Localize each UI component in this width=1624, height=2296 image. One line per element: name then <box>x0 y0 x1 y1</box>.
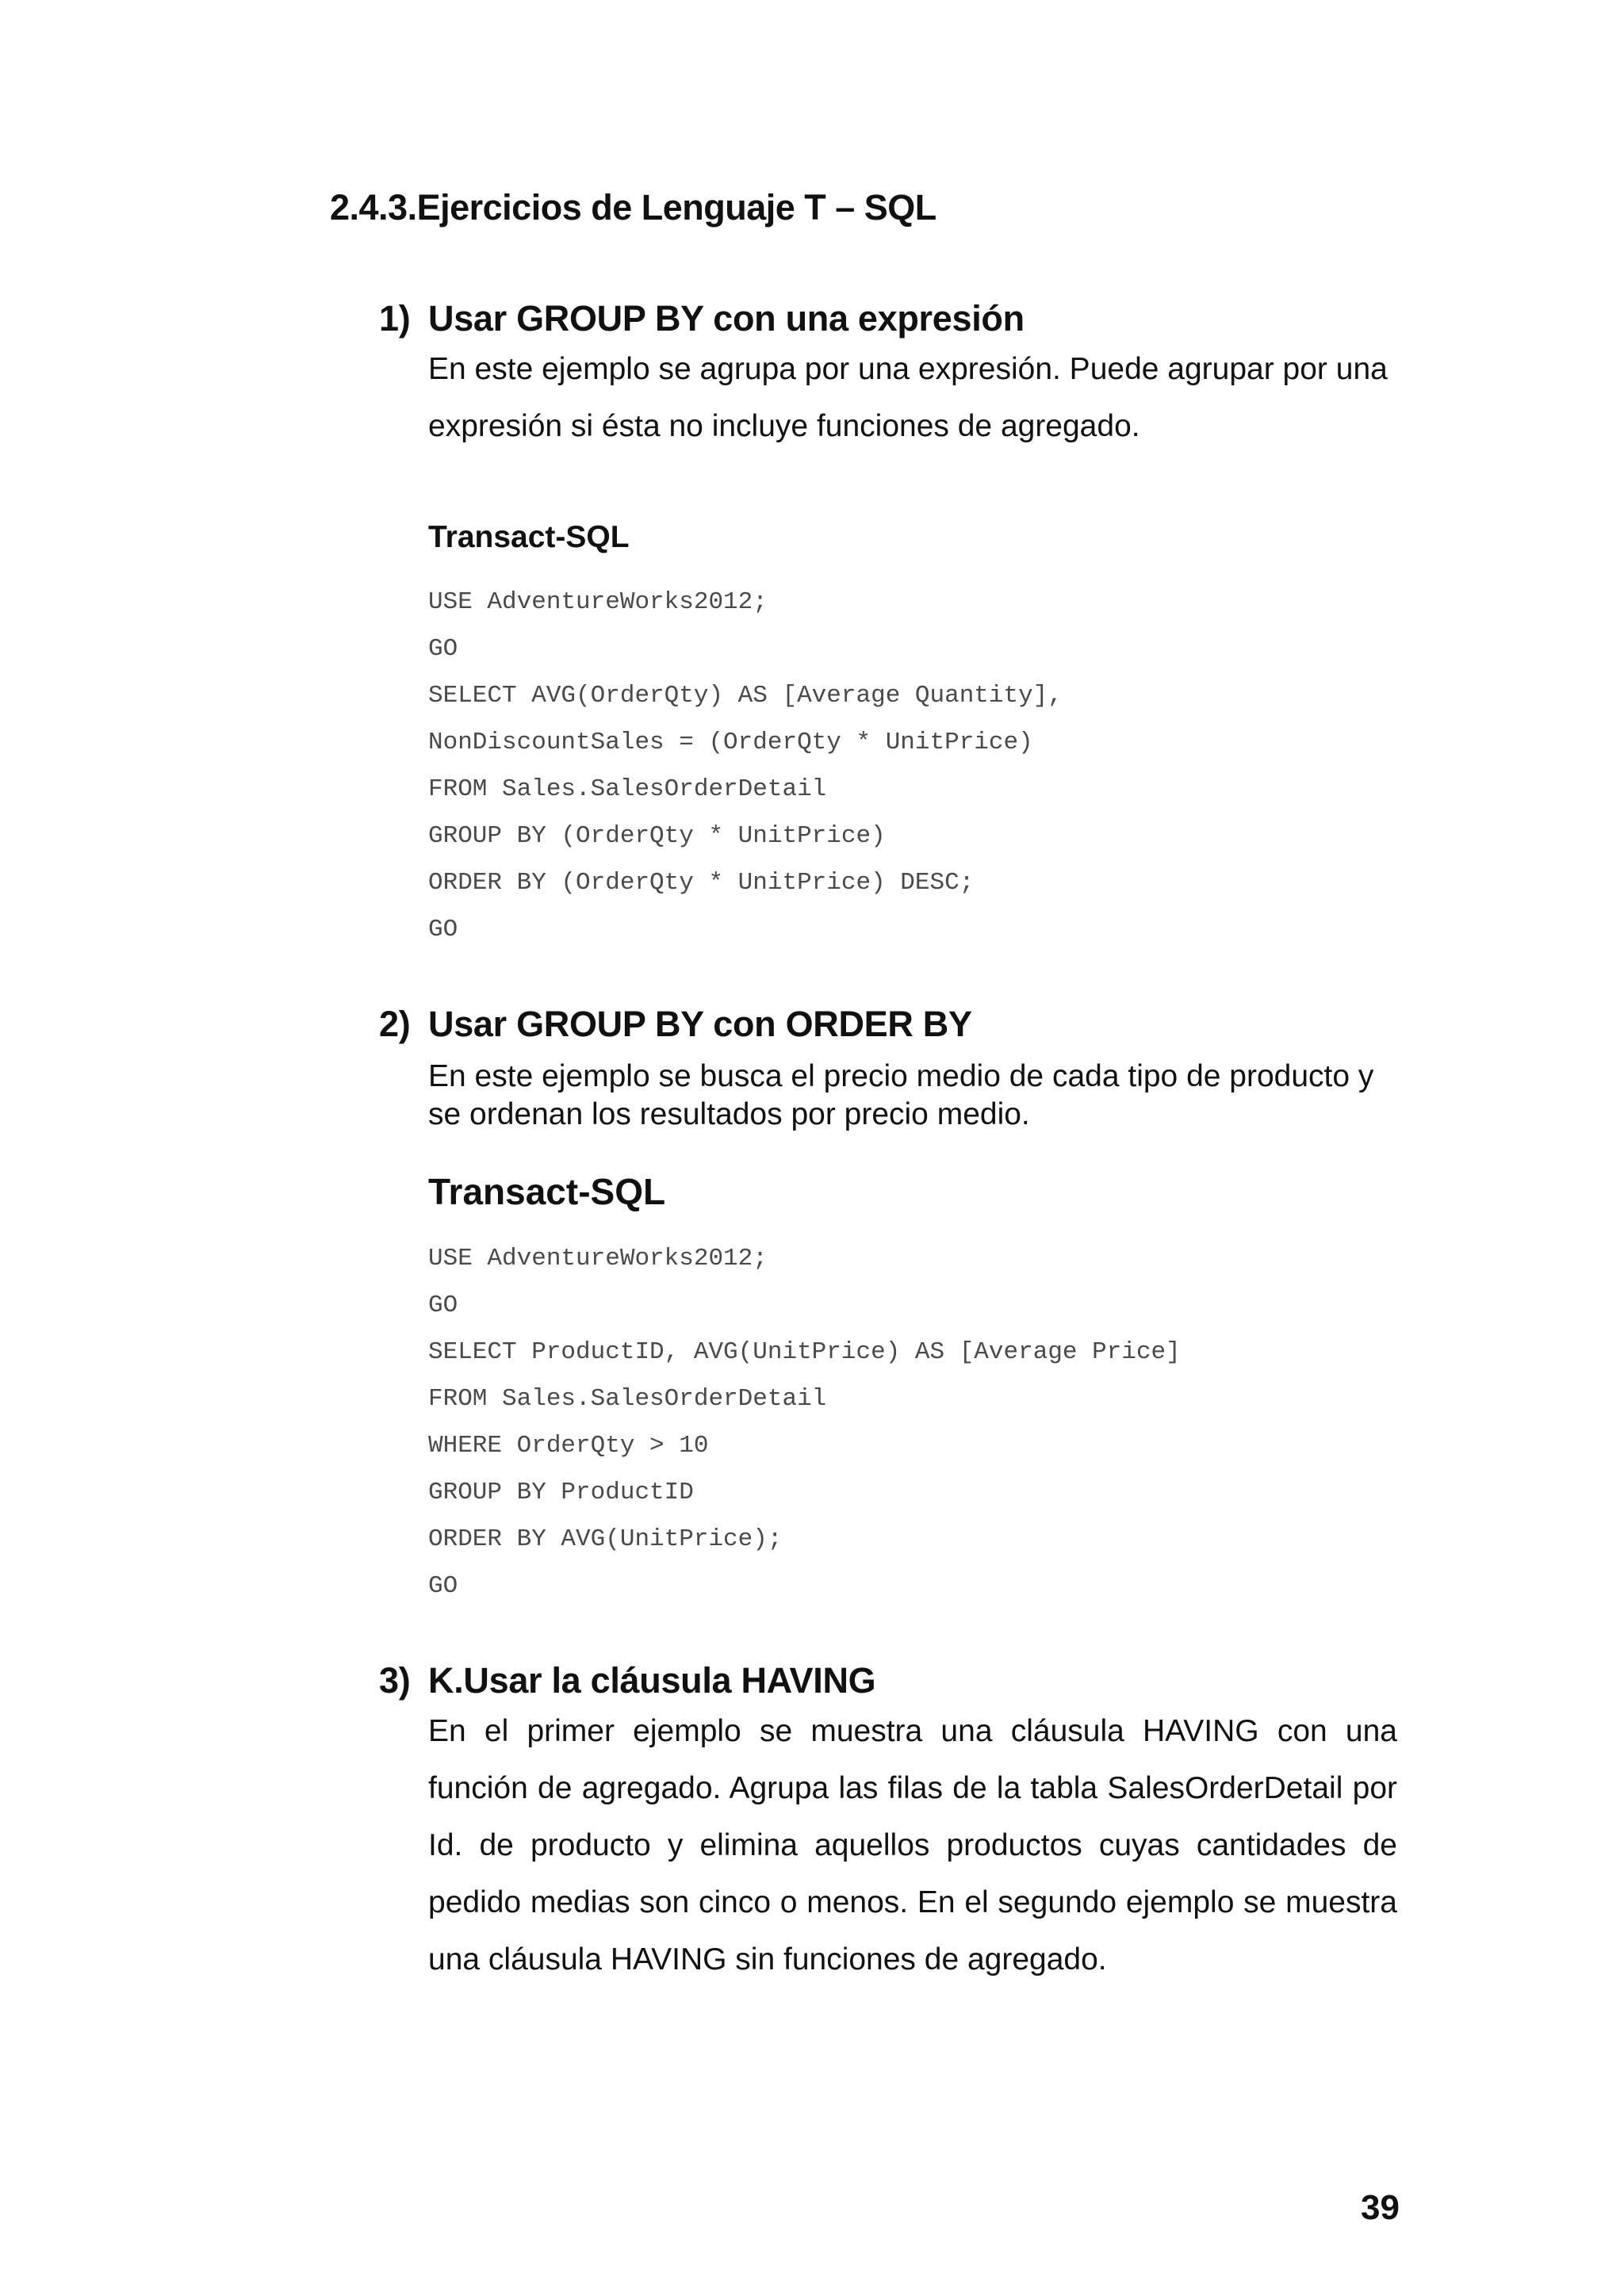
item-1-heading <box>379 298 1025 339</box>
item-1-code-block <box>428 579 1063 953</box>
item-3-number: 3) <box>379 1660 411 1701</box>
code-line: USE AdventureWorks2012; <box>428 588 768 616</box>
code-line: FROM Sales.SalesOrderDetail <box>428 1385 827 1413</box>
code-line: SELECT AVG(OrderQty) AS [Average Quantity], <box>428 682 1063 710</box>
item-3-title: K.Usar la cláusula HAVING <box>428 1660 876 1701</box>
code-line: ORDER BY (OrderQty * UnitPrice) DESC; <box>428 869 975 897</box>
code-line: GROUP BY ProductID <box>428 1479 694 1506</box>
code-line: SELECT ProductID, AVG(UnitPrice) AS [Average Price] <box>428 1338 1181 1366</box>
item-1-number: 1) <box>379 298 411 339</box>
item-1-paragraph: En este ejemplo se agrupa por una expresión. Puede agrupar por una expresión si ésta no incluye funciones de agregado. <box>428 352 1388 443</box>
code-line: GO <box>428 635 458 663</box>
page-number: 39 <box>1361 2188 1400 2227</box>
section-title: 2.4.3.Ejercicios de Lenguaje T – SQL <box>330 187 936 228</box>
item-2-code-block <box>428 1235 1181 1609</box>
item-2-heading <box>379 1004 972 1045</box>
item-3-heading <box>379 1660 875 1701</box>
code-line: GO <box>428 1572 458 1600</box>
item-3-paragraph: En el primer ejemplo se muestra una cláusula HAVING con una función de agregado. Agrupa las filas de la tabla SalesOrderDetail por Id. de producto y elimina aquellos productos cuyas cantidades de pedido medias son cinco o menos. En el segundo ejemplo se muestra una cláusula HAVING sin funciones de agregado. <box>428 1714 1397 1976</box>
code-line: GROUP BY (OrderQty * UnitPrice) <box>428 822 886 850</box>
code-line: FROM Sales.SalesOrderDetail <box>428 775 827 803</box>
item-2-number: 2) <box>379 1004 411 1044</box>
item-1-code-label: Transact-SQL <box>428 520 630 554</box>
code-line: GO <box>428 1292 458 1319</box>
code-line: USE AdventureWorks2012; <box>428 1245 768 1272</box>
item-2-code-label: Transact-SQL <box>428 1171 666 1212</box>
code-line: NonDiscountSales = (OrderQty * UnitPrice) <box>428 729 1033 756</box>
item-2-paragraph: En este ejemplo se busca el precio medio de cada tipo de producto y se ordenan los resultados por precio medio. <box>428 1059 1374 1131</box>
code-line: GO <box>428 916 458 943</box>
item-1-title: Usar GROUP BY con una expresión <box>428 298 1025 339</box>
item-2-title: Usar GROUP BY con ORDER BY <box>428 1004 972 1044</box>
code-line: ORDER BY AVG(UnitPrice); <box>428 1525 783 1553</box>
code-line: WHERE OrderQty > 10 <box>428 1432 709 1460</box>
